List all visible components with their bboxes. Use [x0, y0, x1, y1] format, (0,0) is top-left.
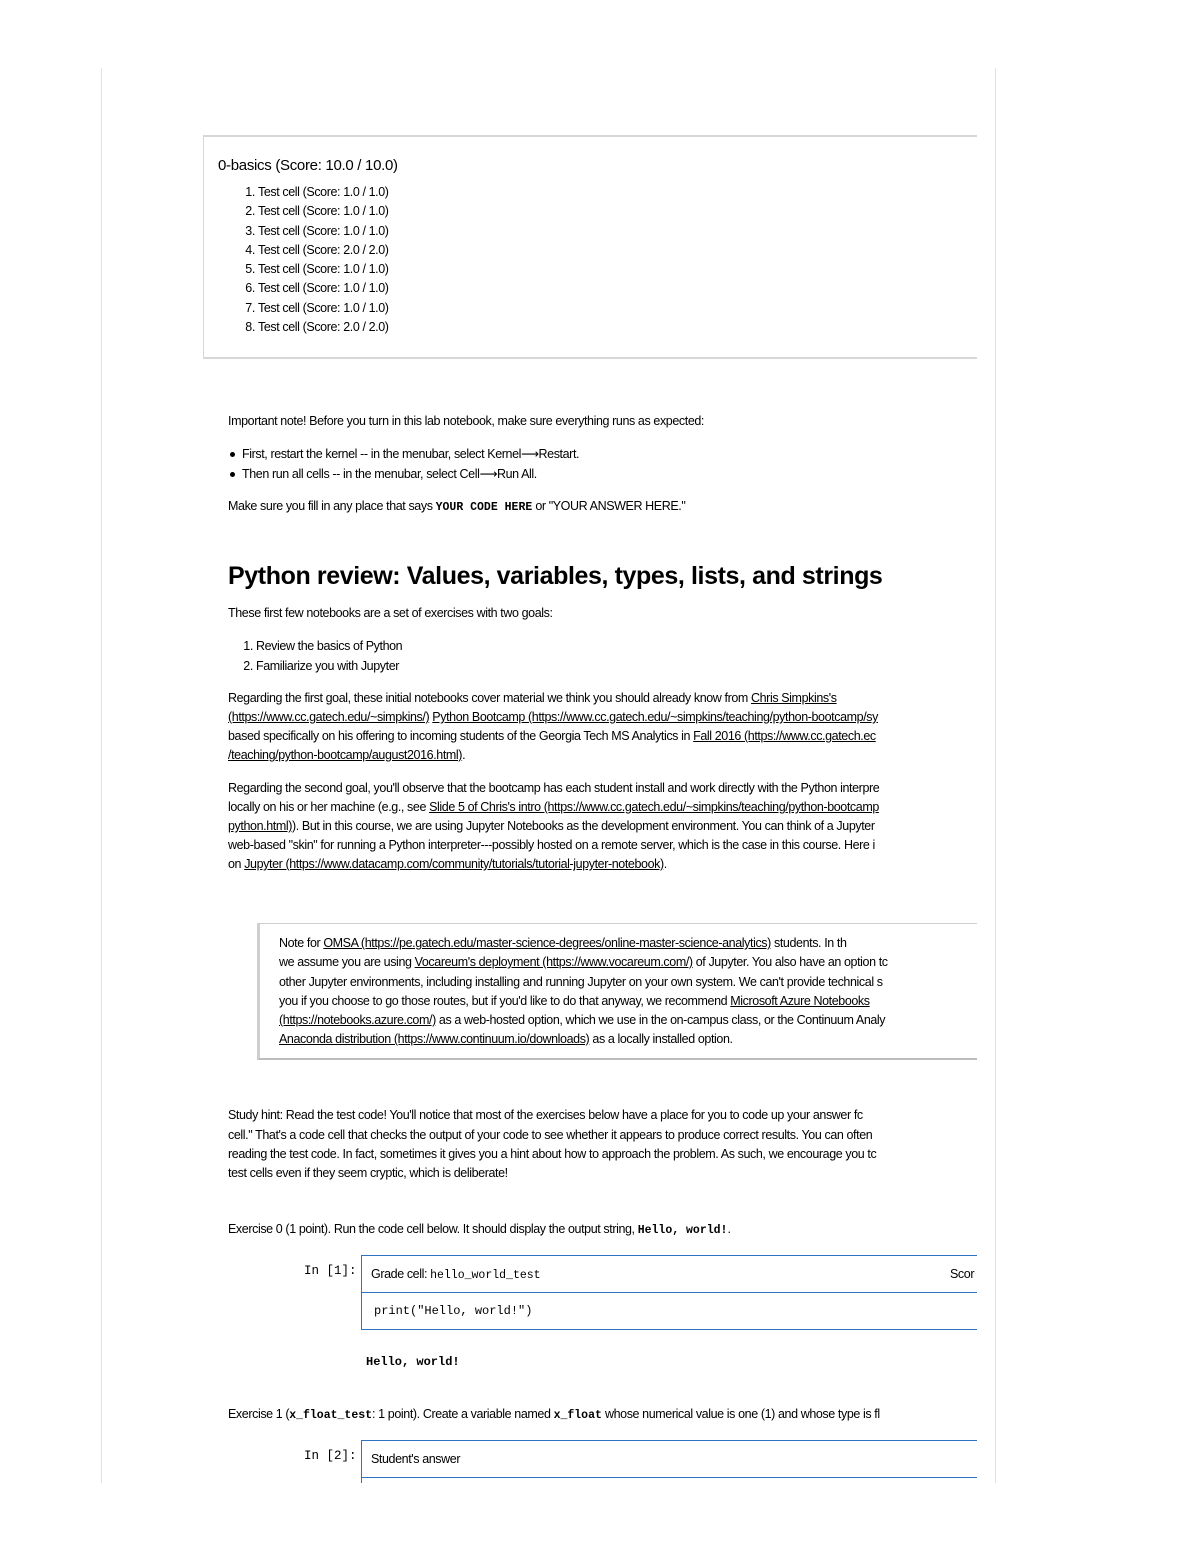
- exercise1-var: x_float: [553, 1409, 602, 1422]
- para2-line2: [228, 800, 879, 814]
- para2-text: ). But in this course, we are using Jupyter Notebooks as the development environment. You can think of a Jupyter: [291, 819, 875, 833]
- para1-line1: [228, 691, 837, 705]
- note-text: as a web-hosted option, which we use in the on-campus class, or the Continuum Analy: [435, 1013, 886, 1027]
- code-line: print("Hello, world!"): [374, 1304, 533, 1318]
- exercise0-pre: Exercise 0 (1 point). Run the code cell below. It should display the output string,: [228, 1222, 638, 1236]
- exercise1-mid: : 1 point). Create a variable named: [372, 1407, 554, 1421]
- note-text: students. In th: [770, 936, 847, 950]
- slide5-link[interactable]: Slide 5 of Chris's intro (https://www.cc.gatech.edu/~simpkins/teaching/python-bootcamp: [429, 800, 879, 814]
- fill-in-post: or "YOUR ANSWER HERE.": [532, 499, 686, 513]
- exercise1-pre: Exercise 1 (: [228, 1407, 290, 1421]
- important-note: Important note! Before you turn in this lab notebook, make sure everything runs as expected:: [228, 414, 704, 428]
- para2-line5: [228, 857, 667, 871]
- para1-text: based specifically on his offering to incoming students of the Georgia Tech MS Analytics in: [228, 729, 694, 743]
- para1-line4: [228, 748, 465, 762]
- input-prompt-1: In [1]:: [304, 1264, 357, 1278]
- study-hint-line1: Study hint: Read the test code! You'll notice that most of the exercises below have a place for you to code up your answer fc: [228, 1108, 863, 1122]
- summary-list: [240, 183, 389, 337]
- exercise0-post: .: [727, 1222, 731, 1236]
- azure-notebooks-link[interactable]: Microsoft Azure Notebooks: [730, 994, 870, 1008]
- study-hint-line4: test cells even if they seem cryptic, which is deliberate!: [228, 1166, 508, 1180]
- fill-in-pre: Make sure you fill in any place that says: [228, 499, 436, 513]
- note-line6: [279, 1032, 733, 1046]
- exercise0-text: [228, 1222, 731, 1237]
- code-cell-hello-world[interactable]: [361, 1255, 977, 1330]
- note-line1: [279, 936, 847, 950]
- para2-text: locally on his or her machine (e.g., see: [228, 800, 430, 814]
- summary-item: 3. Test cell (Score: 1.0 / 1.0): [258, 222, 389, 241]
- omsa-note-box: [257, 923, 977, 1060]
- exercise1-text: [228, 1407, 880, 1422]
- page-edge-right: [995, 68, 996, 1483]
- summary-item: 5. Test cell (Score: 1.0 / 1.0): [258, 260, 389, 279]
- exercise1-post: whose numerical value is one (1) and whose type is fl: [601, 1407, 880, 1421]
- cell-output: Hello, world!: [366, 1355, 460, 1369]
- intro-text: These first few notebooks are a set of exercises with two goals:: [228, 606, 553, 620]
- chris-simpkins-url-link[interactable]: (https://www.cc.gatech.edu/~simpkins/): [228, 710, 430, 724]
- grade-cell-text: Grade cell:: [371, 1267, 431, 1281]
- study-hint-line2: cell." That's a code cell that checks the output of your code to see whether it appears to produce correct results. You can often: [228, 1128, 873, 1142]
- cell-code-area[interactable]: [362, 1293, 977, 1329]
- para1-line3: [228, 729, 876, 743]
- para2-text: on: [228, 857, 245, 871]
- note-line2: [279, 955, 888, 969]
- cell-header: [362, 1441, 977, 1478]
- grade-cell-id: hello_world_test: [430, 1269, 541, 1282]
- summary-item: 1. Test cell (Score: 1.0 / 1.0): [258, 183, 389, 202]
- summary-title: 0-basics (Score: 10.0 / 10.0): [218, 157, 398, 174]
- note-line3: other Jupyter environments, including installing and running Jupyter on your own system. We can't provide technical s: [279, 975, 883, 989]
- goal-item: 2. Familiarize you with Jupyter: [256, 656, 402, 676]
- para1-text: .: [462, 748, 466, 762]
- goal-item: 1. Review the basics of Python: [256, 636, 402, 656]
- page-title: Python review: Values, variables, types, lists, and strings: [228, 562, 883, 590]
- summary-item: 8. Test cell (Score: 2.0 / 2.0): [258, 318, 389, 337]
- note-line4: [279, 994, 870, 1008]
- summary-item: 4. Test cell (Score: 2.0 / 2.0): [258, 241, 389, 260]
- omsa-link[interactable]: OMSA (https://pe.gatech.edu/master-science-degrees/online-master-science-analytics): [323, 936, 771, 950]
- para2-line3: [228, 819, 875, 833]
- note-text: Note for: [279, 936, 324, 950]
- note-text: as a locally installed option.: [589, 1032, 733, 1046]
- note-text: we assume you are using: [279, 955, 415, 969]
- anaconda-link[interactable]: Anaconda distribution (https://www.continuum.io/downloads): [279, 1032, 590, 1046]
- para2-text: .: [663, 857, 667, 871]
- para2-line1: Regarding the second goal, you'll observe that the bootcamp has each student install and work directly with the Python interpre: [228, 781, 880, 795]
- slide5-link-cont[interactable]: python.html): [228, 819, 292, 833]
- goals-list: [228, 636, 402, 676]
- summary-item: 6. Test cell (Score: 1.0 / 1.0): [258, 279, 389, 298]
- input-prompt-2: In [2]:: [304, 1449, 357, 1463]
- score-summary: [203, 135, 977, 359]
- exercise1-test-name: x_float_test: [289, 1409, 373, 1422]
- august2016-link[interactable]: /teaching/python-bootcamp/august2016.html): [228, 748, 463, 762]
- para1-text: Regarding the first goal, these initial notebooks cover material we think you should already know from: [228, 691, 751, 705]
- student-answer-label: Student's answer: [371, 1452, 461, 1466]
- exercise0-code: Hello, world!: [637, 1224, 728, 1237]
- note-text: of Jupyter. You also have an option tc: [692, 955, 888, 969]
- jupyter-tutorial-link[interactable]: Jupyter (https://www.datacamp.com/community/tutorials/tutorial-jupyter-notebook): [244, 857, 664, 871]
- azure-notebooks-url-link[interactable]: (https://notebooks.azure.com/): [279, 1013, 436, 1027]
- code-cell-x-float[interactable]: [361, 1440, 977, 1483]
- instruction-run-all: Then run all cells -- in the menubar, select Cell⟶Run All.: [242, 464, 579, 484]
- fill-in-note: [228, 499, 685, 514]
- cell-header: [362, 1256, 977, 1293]
- summary-item: 2. Test cell (Score: 1.0 / 1.0): [258, 202, 389, 221]
- python-bootcamp-link[interactable]: Python Bootcamp (https://www.cc.gatech.edu/~simpkins/teaching/python-bootcamp/sy: [432, 710, 878, 724]
- para2-line4: web-based "skin" for running a Python interpreter---possibly hosted on a remote server, which is the case in this course. Here i: [228, 838, 875, 852]
- grade-cell-label: [371, 1267, 541, 1282]
- chris-simpkins-link[interactable]: Chris Simpkins's: [751, 691, 837, 705]
- vocareum-link[interactable]: Vocareum's deployment (https://www.vocareum.com/): [414, 955, 693, 969]
- your-code-here: YOUR CODE HERE: [435, 501, 533, 514]
- instruction-restart: First, restart the kernel -- in the menubar, select Kernel⟶Restart.: [242, 444, 579, 464]
- note-line5: [279, 1013, 885, 1027]
- fall-2016-link[interactable]: Fall 2016 (https://www.cc.gatech.ec: [693, 729, 876, 743]
- summary-item: 7. Test cell (Score: 1.0 / 1.0): [258, 299, 389, 318]
- note-text: you if you choose to go those routes, but if you'd like to do that anyway, we recommend: [279, 994, 731, 1008]
- study-hint-line3: reading the test code. In fact, sometimes it gives you a hint about how to approach the problem. As such, we encourage you tc: [228, 1147, 877, 1161]
- para1-line2: [228, 710, 878, 724]
- restart-instructions: [228, 444, 579, 484]
- cell-score: Scor: [950, 1267, 975, 1281]
